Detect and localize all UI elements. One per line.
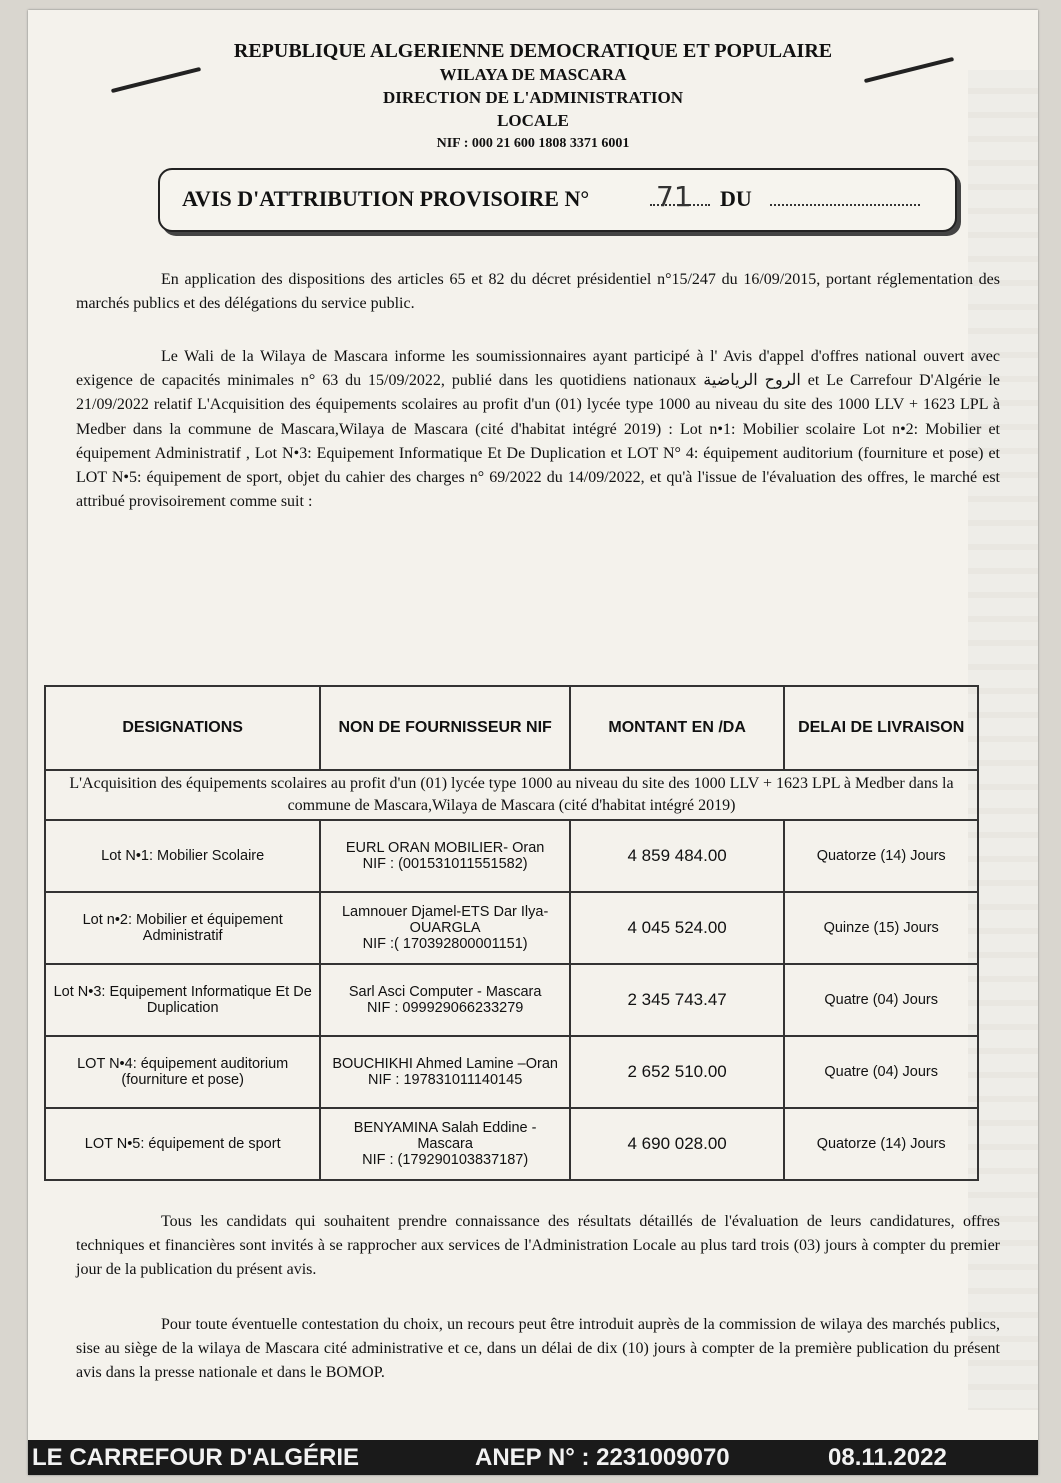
date-label: DU: [720, 186, 752, 211]
col-header-amount: MONTANT EN /DA: [570, 686, 784, 770]
supplier-name: Sarl Asci Computer - Mascara: [348, 984, 542, 1000]
notice-number: 71: [656, 180, 692, 213]
supplier-nif: NIF : 197831011140145: [368, 1072, 523, 1088]
table-object-row: [45, 770, 978, 820]
direction-name: DIRECTION DE L'ADMINISTRATION: [382, 88, 684, 107]
supplier-nif: NIF : 099929066233279: [366, 1000, 524, 1016]
notice-title-box: [158, 168, 957, 232]
lot-delay: Quatorze (14) Jours: [784, 820, 978, 892]
publication-date: 08.11.2022: [828, 1444, 947, 1471]
col-header-supplier: NON DE FOURNISSEUR NIF: [320, 686, 570, 770]
consultation-paragraph: Tous les candidats qui souhaitent prendre connaissance des résultats détaillés de l'évaluation de leurs candidatures, offres techniques et financières sont invités à se rapprocher aux services de l'Administration Locale au plus tard trois (03) jours à compter du premier jour de la publication du présent avis.: [76, 1213, 1000, 1279]
lot-designation: Lot N•3: Equipement Informatique Et De Duplication: [45, 964, 320, 1036]
lot-supplier-cell: [320, 1108, 570, 1180]
lot-delay: Quatorze (14) Jours: [784, 1108, 978, 1180]
lot-supplier-cell: [320, 820, 570, 892]
supplier-name: EURL ORAN MOBILIER- Oran: [345, 840, 545, 856]
table-row: [45, 1108, 978, 1180]
table-row: [45, 820, 978, 892]
lot-supplier-cell: [320, 964, 570, 1036]
lot-amount: 4 859 484.00: [570, 820, 784, 892]
lot-designation: Lot n•2: Mobilier et équipement Administratif: [45, 892, 320, 964]
supplier-name: Lamnouer Djamel-ETS Dar Ilya- OUARGLA: [341, 904, 549, 936]
direction-name-cont: LOCALE: [497, 111, 569, 130]
supplier-nif: NIF : (001531011551582): [362, 856, 528, 872]
supplier-name: BENYAMINA Salah Eddine - Mascara: [353, 1120, 537, 1152]
lot-delay: Quinze (15) Jours: [784, 892, 978, 964]
table-row: [45, 1036, 978, 1108]
lot-supplier-cell: [320, 1036, 570, 1108]
issuer-nif: NIF : 000 21 600 1808 3371 6001: [436, 136, 630, 151]
lot-designation: Lot N•1: Mobilier Scolaire: [45, 820, 320, 892]
table-row: [45, 964, 978, 1036]
republic-title: REPUBLIQUE ALGERIENNE DEMOCRATIQUE ET POPULAIRE: [233, 40, 833, 62]
lot-designation: LOT N•4: équipement auditorium (fourniture et pose): [45, 1036, 320, 1108]
issuer-header: [28, 40, 1038, 155]
newspaper-footer-bar: [28, 1440, 1038, 1475]
lot-delay: Quatre (04) Jours: [784, 964, 978, 1036]
award-paragraph: Le Wali de la Wilaya de Mascara informe les soumissionnaires ayant participé à l' Avis d'appel d'offres national ouvert avec exigence de capacités minimales n° 63 du 15/09/2022, publié dans les quotidiens nationaux الروح الرياضية et Le Carrefour D'Algérie le 21/09/2022 relatif L'Acquisition des équipements scolaires au profit d'un (01) lycée type 1000 au niveau du site des 1000 LLV + 1623 LPL à Medber dans la commune de Mascara,Wilaya de Mascara (cité d'habitat intégré 2019) : Lot n•1: Mobilier scolaire Lot n•2: Mobilier et équipement Administratif , Lot N•3: Equipement Informatique Et De Duplication et LOT N° 4: équipement auditorium (fourniture et pose) et LOT N•5: équipement de sport, objet du cahier des charges n° 69/2022 du 14/09/2022, et qu'à l'issue de l'évaluation des offres, le marché est attribué provisoirement comme suit :: [76, 348, 1001, 511]
lot-designation: LOT N•5: équipement de sport: [45, 1108, 320, 1180]
lot-amount: 4 045 524.00: [570, 892, 784, 964]
col-header-delay: DELAI DE LIVRAISON: [784, 686, 978, 770]
legal-basis-paragraph: En application des dispositions des articles 65 et 82 du décret présidentiel n°15/247 du 16/09/2015, portant réglementation des marchés publics et des délégations du service public.: [76, 271, 1000, 313]
wilaya-name: WILAYA DE MASCARA: [439, 65, 627, 84]
award-table: [44, 685, 979, 1181]
appeal-paragraph: Pour toute éventuelle contestation du choix, un recours peut être introduit auprès de la commission de wilaya des marchés publics, sise au siège de la wilaya de Mascara cité administrative et ce, dans un délai de dix (10) jours à compter de la première publication du présent avis dans la presse nationale et dans le BOMOP.: [76, 1316, 1000, 1382]
col-header-designations: DESIGNATIONS: [45, 686, 320, 770]
newspaper-clipping: [28, 10, 1038, 1475]
table-header-row: [45, 686, 978, 770]
lot-amount: 4 690 028.00: [570, 1108, 784, 1180]
lot-amount: 2 652 510.00: [570, 1036, 784, 1108]
lot-supplier-cell: [320, 892, 570, 964]
supplier-nif: NIF : (179290103837187): [362, 1152, 529, 1168]
date-dotted-line: [770, 204, 920, 206]
lot-amount: 2 345 743.47: [570, 964, 784, 1036]
object-description: L'Acquisition des équipements scolaires au profit d'un (01) lycée type 1000 au niveau du site des 1000 LLV + 1623 LPL à Medber dans la commune de Mascara,Wilaya de Mascara (cité d'habitat intégré 2019): [45, 770, 978, 820]
anep-number: ANEP N° : 2231009070: [475, 1444, 730, 1471]
table-row: [45, 892, 978, 964]
notice-title: AVIS D'ATTRIBUTION PROVISOIRE N°: [182, 186, 590, 211]
supplier-name: BOUCHIKHI Ahmed Lamine –Oran: [332, 1056, 558, 1072]
lot-delay: Quatre (04) Jours: [784, 1036, 978, 1108]
newspaper-name: LE CARREFOUR D'ALGÉRIE: [32, 1444, 360, 1471]
supplier-nif: NIF :( 170392800001151): [362, 936, 528, 952]
